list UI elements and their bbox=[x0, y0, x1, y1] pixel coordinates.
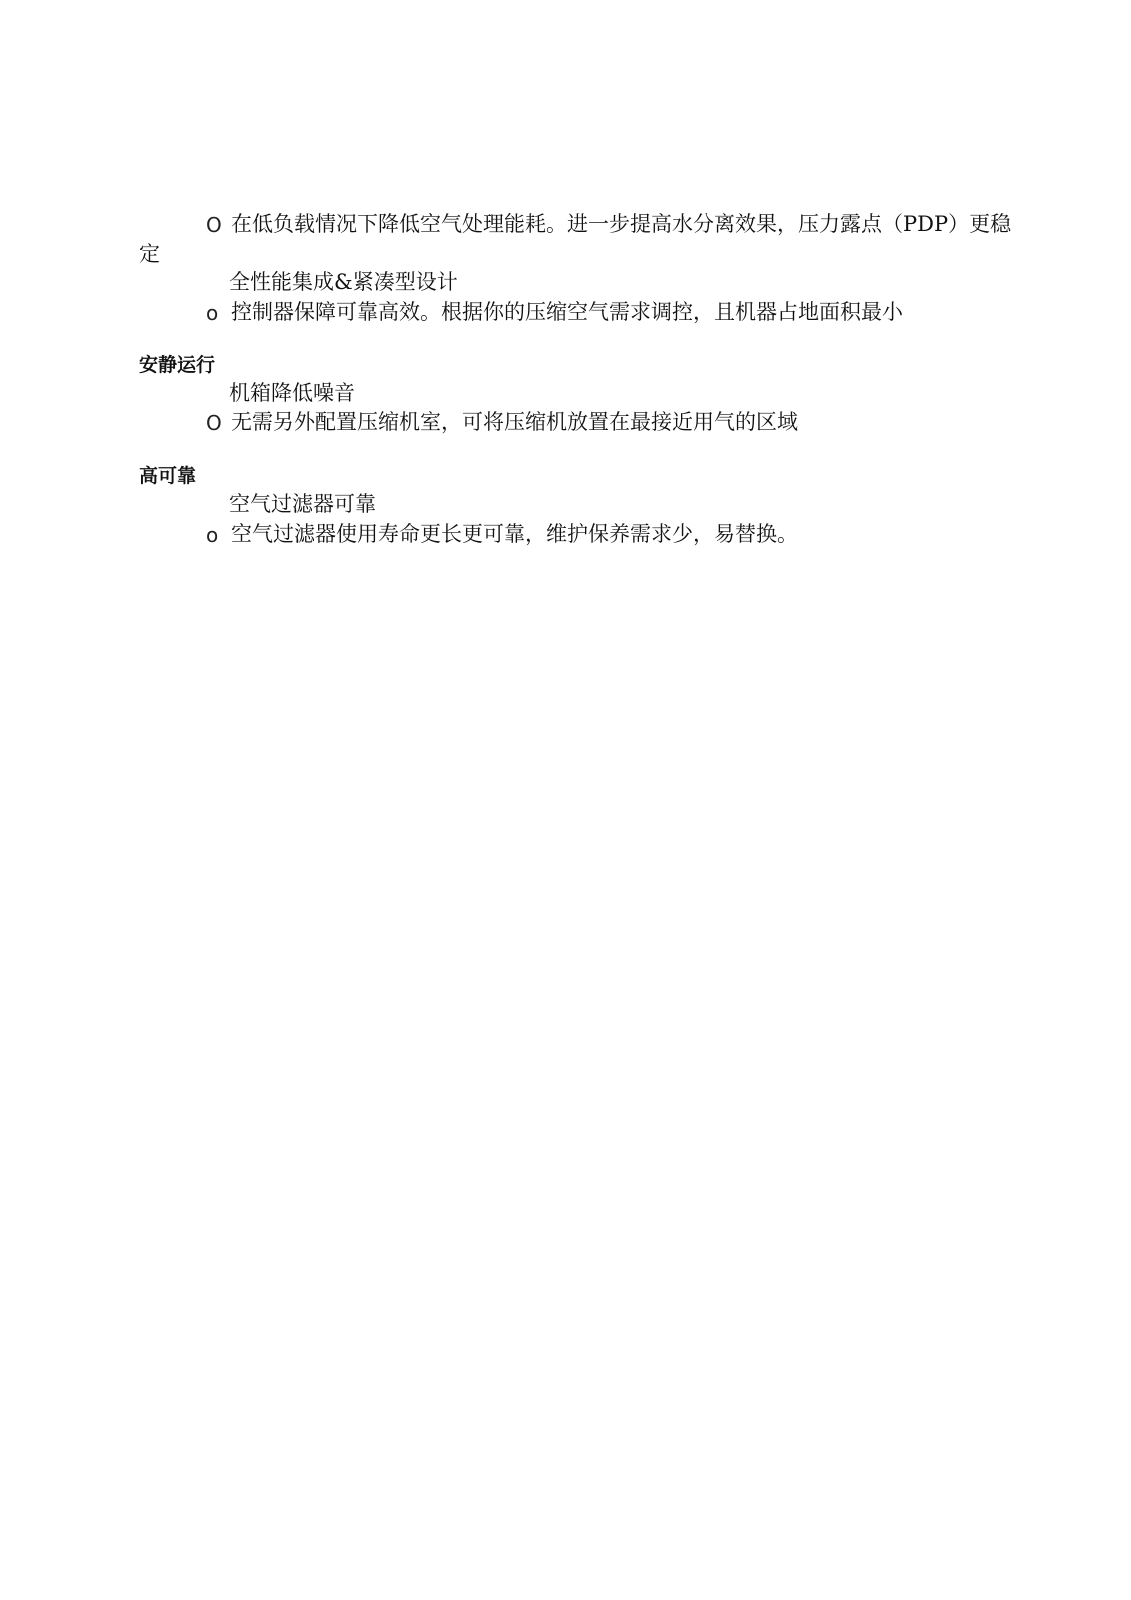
paragraph-line-wrap: 定 bbox=[139, 242, 160, 266]
paragraph-line: 无需另外配置压缩机室，可将压缩机放置在最接近用气的区域 bbox=[231, 410, 798, 434]
section-heading: 安静运行 bbox=[139, 354, 216, 376]
bullet-marker: o bbox=[206, 523, 219, 547]
paragraph-line: 控制器保障可靠高效。根据你的压缩空气需求调控，且机器占地面积最小 bbox=[231, 300, 903, 324]
paragraph-line: 空气过滤器使用寿命更长更可靠，维护保养需求少，易替换。 bbox=[231, 522, 798, 546]
section-heading: 高可靠 bbox=[139, 465, 197, 487]
subheading-text: 机箱降低噪音 bbox=[229, 381, 355, 405]
subheading-text: 空气过滤器可靠 bbox=[229, 492, 376, 516]
bullet-marker: O bbox=[206, 213, 222, 237]
subheading-text: 全性能集成&紧凑型设计 bbox=[229, 270, 458, 294]
paragraph-line: 在低负载情况下降低空气处理能耗。进一步提高水分离效果，压力露点（PDP）更稳 bbox=[231, 212, 1012, 236]
bullet-marker: o bbox=[206, 301, 219, 325]
bullet-marker: O bbox=[206, 411, 222, 435]
